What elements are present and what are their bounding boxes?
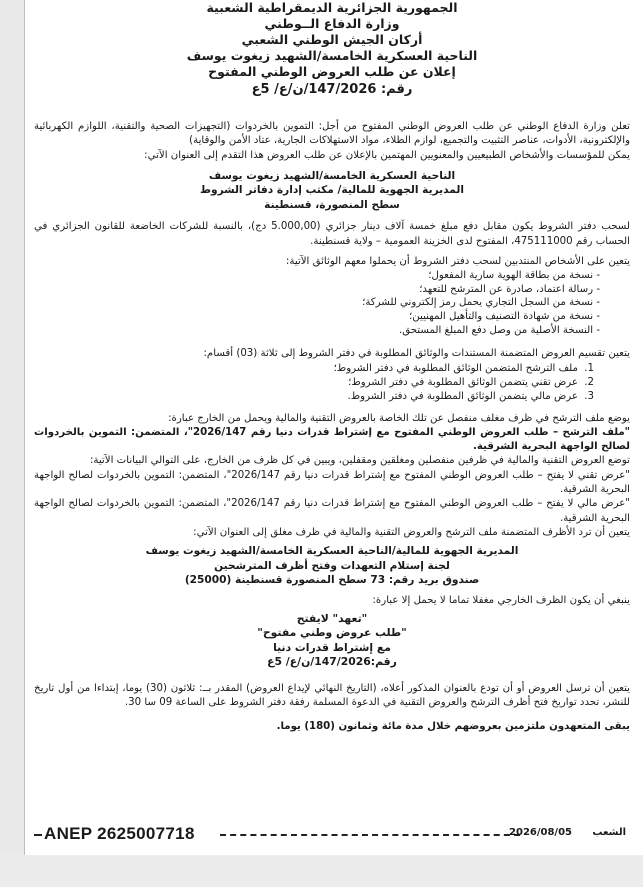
address1-line1: الناحية العسكرية الخامسة/الشهيد زيغوت يوسف (208, 169, 456, 182)
address1-line2: المديرية الجهوية للمالية/ مكتب إدارة دفاتر الشروط (200, 184, 464, 197)
header-title: إعلان عن طلب العروض الوطني المفتوح (208, 64, 456, 79)
envelope-paragraph-5: "عرض مالي لا يفتح – طلب العروض الوطني المفتوح مع إشتراط قدرات دنيا رقم 2026/147"، المتضمن: التموين بالخردوات لصالح الواجهة البحرية الشرقية. (34, 498, 630, 524)
part-item: 1.ملف الترشح المتضمن الوثائق المطلوبة في دفتر الشروط؛ (333, 362, 594, 374)
submission-address (34, 544, 630, 588)
column-rule (24, 0, 25, 887)
outer-envelope-label (34, 612, 630, 670)
address2-line2: لجنة إستلام التعهدات وفتح أظرف المترشحين (214, 559, 450, 572)
withdrawal-address (34, 169, 630, 213)
header-ministry: وزارة الدفاع الــوطني (264, 16, 400, 31)
envelope-paragraph-3: توضع العروض التقنية والمالية في ظرفين منفصلين ومغلقين ومقفلين، ويبين في كل ظرف من الخارج، على التوالي البيانات الآتية: (89, 455, 630, 467)
envelope-paragraph-1: يوضع ملف الترشح في ظرف مغلف منفصل عن تلك الخاصة بالعروض التقنية والمالية ويحمل من الخارج عبارة: (168, 412, 630, 424)
documents-list (34, 269, 630, 337)
announcement-footer (34, 824, 630, 844)
document-item: - نسخة من بطاقة الهوية سارية المفعول؛ (34, 269, 600, 283)
announcement-header (34, 0, 630, 98)
outer-line2: "طلب عروض وطني مفتوح" (257, 626, 407, 640)
outer-envelope-intro: ينبغي أن يكون الظرف الخارجي مغفلا تماما لا يحمل إلا عبارة: (372, 594, 630, 606)
document-item: - النسخة الأصلية من وصل دفع المبلغ المستحق. (34, 324, 600, 338)
intro-invitation: يمكن للمؤسسات والأشخاص الطبيعيين والمعنويين المهتمين بالإعلان عن طلب العروض هذا التقدم إلى العنوان الآتي: (144, 149, 630, 161)
page-bottom-margin (0, 855, 643, 887)
part-item: 2.عرض تقني يتضمن الوثائق المطلوبة في دفتر الشروط؛ (348, 376, 594, 388)
anep-code: ANEP 2625007718 (44, 824, 195, 843)
validity-paragraph: يبقى المتعهدون ملتزمين بعروضهم خلال مدة مائة وثمانون (180) يوما. (276, 721, 630, 733)
document-item: - رسالة اعتماد، صادرة عن المترشح للتعهد؛ (34, 283, 600, 297)
envelope-paragraph-4: "عرض تقني لا يفتح – طلب العروض الوطني المفتوح مع إشتراط قدرات دنيا رقم 2026/147"، المتضمن: التموين بالخردوات لصالح الواجهة البحرية الشرقية. (34, 469, 630, 496)
adjacent-column-edge (0, 0, 24, 887)
tender-announcement (34, 0, 630, 735)
address2-line3: صندوق بريد رقم: 73 سطح المنصورة قسنطينة (25000) (184, 574, 480, 587)
document-item: - نسخة من شهادة التصنيف والتأهيل المهنيين؛ (34, 310, 600, 324)
parts-intro: يتعين تقسيم العروض المتضمنة المستندات والوثائق المطلوبة في دفتر الشروط إلى ثلاثة (03) أقسام: (203, 348, 630, 360)
address2-line1: المديرية الجهوية للمالية/الناحية العسكرية الخامسة/الشهيد زيغوت يوسف (145, 545, 519, 558)
documents-intro: يتعين على الأشخاص المنتدبين لسحب دفتر الشروط أن يحملوا معهم الوثائق الآتية: (285, 255, 630, 267)
publication-date: 2026/08/05 (509, 827, 572, 838)
header-staff: أركان الجيش الوطني الشعبي (241, 32, 423, 47)
header-region: الناحية العسكرية الخامسة/الشهيد زيغوت يوسف (186, 48, 478, 63)
outer-line3: مع إشتراط قدرات دنيا (273, 640, 391, 654)
intro-paragraph (34, 120, 630, 149)
address1-line3: سطح المنصورة، قسنطينة (264, 198, 400, 211)
footer-dashed-rule (220, 834, 520, 836)
outer-line1: "تعهد" لايفتح (296, 612, 368, 626)
envelope-paragraph-2: "ملف الترشح – طلب العروض الوطني المفتوح مع إشتراط قدرات دنيا رقم 2026/147"، المتضمن: التموين بالخردوات لصالح الواجهة البحرية الشرقية. (34, 426, 630, 453)
deadline-paragraph: يتعين أن ترسل العروض أو أن تودع بالعنوان المذكور أعلاه، (التاريخ النهائي لإيداع العروض) المقدر بــ: ثلاثون (30) يوما، إبتداءا من أول تاريخ للنشر، تحدد تواريخ فتح أظرف الترشح والعروض التقنية في الدعوة المسلمة رفقة دفتر الشروط على الساعة 09 سا 30. (34, 682, 631, 708)
header-reference: رقم: 147/2026/ن/ع/ 5ع (251, 82, 413, 97)
outer-line4: رقم:147/2026/ن/ع/ 5ع (267, 655, 397, 669)
intro-text: تعلن وزارة الدفاع الوطني عن طلب العروض الوطني المفتوح من أجل: التموين بالخردوات (التجهيزات الصحية والتقنية، اللوازم الكهربائية والإلكترونية، الأدوات، عناصر التثبيت والتجميع، لوازم الطلاء، مواد الاستهلاكات الجارية، عتاد الأمن والوقاية) (34, 121, 630, 147)
header-republic: الجمهورية الجزائرية الديمقراطية الشعبية (206, 0, 458, 15)
newspaper-name: الشعب (592, 827, 626, 838)
parts-list (34, 362, 630, 404)
footer-rule-left (34, 834, 42, 836)
part-item: 3.عرض مالي يتضمن الوثائق المطلوبة في دفتر الشروط. (347, 390, 594, 402)
payment-paragraph: لسحب دفتر الشروط يكون مقابل دفع مبلغ خمسة آلاف دينار جزائري (5.000,00 دج)، بالنسبة للشركات الخاضعة للقانون الجزائري في الحساب رقم 475111000، المفتوح لدى الخزينة العمومية – ولاية قسنطينة. (34, 221, 630, 247)
document-item: - نسخة من السجل التجاري يحمل رمز إلكتروني للشركة؛ (34, 296, 600, 310)
envelope-paragraph-6: يتعين أن ترد الأظرف المتضمنة ملف الترشح والعروض التقنية والمالية في ظرف مغلق إلى العنوان الآتي: (193, 526, 630, 538)
